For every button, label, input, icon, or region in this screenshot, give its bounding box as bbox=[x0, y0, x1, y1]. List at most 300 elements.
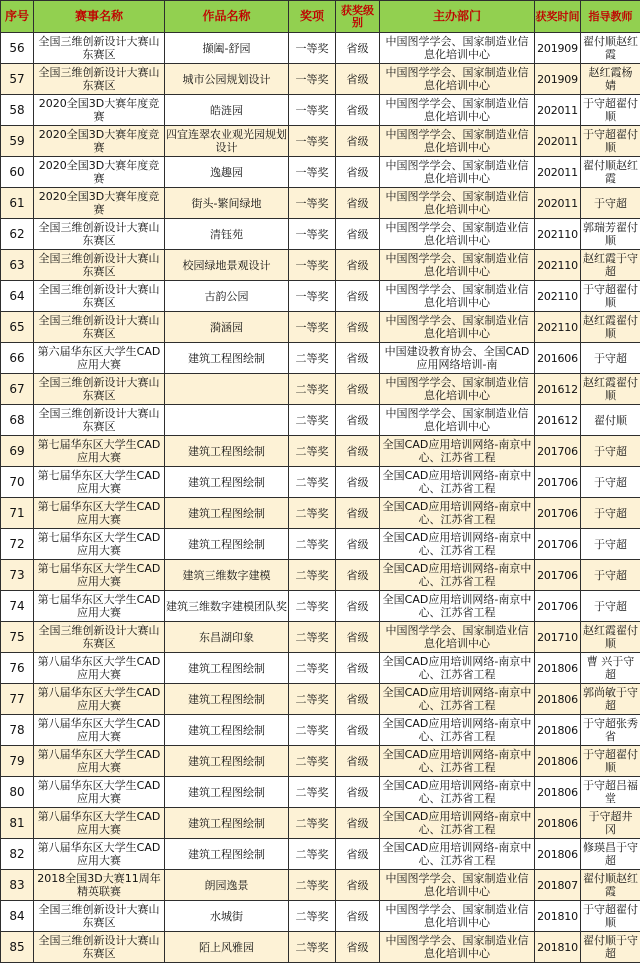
cell-teacher bbox=[581, 932, 640, 963]
cell-org-text: 中国图学学会、国家制造业信息化培训中心 bbox=[385, 624, 529, 650]
cell-teacher bbox=[581, 64, 640, 95]
cell-award-text: 一等奖 bbox=[295, 289, 329, 303]
cell-no bbox=[1, 653, 34, 684]
table-row bbox=[1, 405, 640, 436]
cell-date-text: 202011 bbox=[537, 134, 578, 148]
cell-no bbox=[1, 64, 34, 95]
cell-date bbox=[535, 374, 581, 405]
cell-award-text: 二等奖 bbox=[295, 351, 329, 365]
cell-work bbox=[165, 126, 289, 157]
cell-level-text: 省级 bbox=[346, 320, 369, 334]
cell-work bbox=[165, 33, 289, 64]
cell-award bbox=[289, 126, 336, 157]
cell-teacher bbox=[581, 591, 640, 622]
cell-work bbox=[165, 591, 289, 622]
cell-date-text: 201706 bbox=[537, 599, 578, 613]
cell-date-text: 201806 bbox=[537, 692, 578, 706]
cell-level bbox=[336, 839, 380, 870]
cell-org bbox=[380, 746, 535, 777]
cell-teacher bbox=[581, 901, 640, 932]
cell-work bbox=[165, 839, 289, 870]
cell-teacher bbox=[581, 467, 640, 498]
cell-no bbox=[1, 560, 34, 591]
header-award: 奖项 bbox=[289, 1, 336, 33]
cell-no bbox=[1, 498, 34, 529]
cell-level bbox=[336, 467, 380, 498]
cell-award bbox=[289, 436, 336, 467]
cell-teacher-text: 于守超 bbox=[594, 537, 627, 551]
cell-work bbox=[165, 64, 289, 95]
cell-work-text: 建筑工程图绘制 bbox=[188, 847, 265, 861]
cell-org-text: 全国CAD应用培训网络-南京中心、江苏省工程 bbox=[382, 655, 532, 681]
cell-org-text: 中国图学学会、国家制造业信息化培训中心 bbox=[385, 66, 529, 92]
cell-work-text: 校园绿地景观设计 bbox=[182, 258, 271, 272]
cell-award bbox=[289, 33, 336, 64]
cell-event-text: 第七届华东区大学生CAD应用大赛 bbox=[37, 593, 161, 619]
cell-level-text: 省级 bbox=[346, 847, 369, 861]
cell-level-text: 省级 bbox=[346, 475, 369, 489]
cell-date bbox=[535, 715, 581, 746]
cell-date-text: 201807 bbox=[537, 878, 578, 892]
cell-level bbox=[336, 33, 380, 64]
cell-teacher-text: 赵红霞翟付顺 bbox=[583, 376, 638, 402]
table-row bbox=[1, 901, 640, 932]
cell-date-text: 201612 bbox=[537, 413, 578, 427]
cell-award bbox=[289, 405, 336, 436]
cell-work-text: 逸趣园 bbox=[210, 165, 243, 179]
header-row bbox=[1, 1, 640, 33]
cell-no-text: 67 bbox=[9, 382, 25, 396]
cell-no-text: 71 bbox=[9, 506, 25, 520]
cell-event bbox=[34, 932, 165, 963]
cell-event-text: 全国三维创新设计大赛山东赛区 bbox=[38, 624, 160, 650]
cell-teacher bbox=[581, 498, 640, 529]
cell-teacher-text: 于守超 bbox=[594, 599, 627, 613]
cell-org-text: 中国图学学会、国家制造业信息化培训中心 bbox=[385, 314, 529, 340]
cell-org bbox=[380, 467, 535, 498]
cell-date-text: 202011 bbox=[537, 103, 578, 117]
cell-date bbox=[535, 219, 581, 250]
cell-award bbox=[289, 95, 336, 126]
cell-date bbox=[535, 343, 581, 374]
cell-no bbox=[1, 467, 34, 498]
cell-event-text: 第七届华东区大学生CAD应用大赛 bbox=[37, 531, 161, 557]
cell-work-text: 街头-繁间绿地 bbox=[191, 196, 262, 210]
cell-event bbox=[34, 839, 165, 870]
cell-teacher-text: 于守超井 冈 bbox=[588, 810, 633, 836]
cell-award bbox=[289, 312, 336, 343]
cell-event bbox=[34, 870, 165, 901]
cell-event bbox=[34, 560, 165, 591]
cell-date-text: 201909 bbox=[537, 72, 578, 86]
cell-no bbox=[1, 374, 34, 405]
cell-date bbox=[535, 436, 581, 467]
table-row bbox=[1, 808, 640, 839]
table-row bbox=[1, 839, 640, 870]
cell-teacher-text: 郭瑞芳翟付顺 bbox=[583, 221, 638, 247]
cell-award-text: 一等奖 bbox=[295, 320, 329, 334]
cell-date-text: 201810 bbox=[537, 909, 578, 923]
cell-org bbox=[380, 653, 535, 684]
cell-teacher-text: 于守超 bbox=[594, 444, 627, 458]
cell-award bbox=[289, 715, 336, 746]
cell-org bbox=[380, 901, 535, 932]
cell-event bbox=[34, 684, 165, 715]
cell-teacher-text: 翟付顺赵红霞 bbox=[583, 35, 638, 61]
cell-level bbox=[336, 870, 380, 901]
cell-award-text: 二等奖 bbox=[295, 382, 329, 396]
cell-work-text: 建筑工程图绘制 bbox=[188, 475, 265, 489]
cell-org-text: 全国CAD应用培训网络-南京中心、江苏省工程 bbox=[382, 562, 532, 588]
cell-org bbox=[380, 405, 535, 436]
cell-level bbox=[336, 901, 380, 932]
cell-org-text: 中国图学学会、国家制造业信息化培训中心 bbox=[385, 283, 529, 309]
cell-no bbox=[1, 250, 34, 281]
cell-event-text: 2020全国3D大赛年度竞赛 bbox=[38, 190, 160, 216]
cell-date-text: 201706 bbox=[537, 444, 578, 458]
cell-no-text: 75 bbox=[9, 630, 25, 644]
cell-level bbox=[336, 808, 380, 839]
cell-event bbox=[34, 653, 165, 684]
table-row bbox=[1, 932, 640, 963]
cell-org-text: 中国图学学会、国家制造业信息化培训中心 bbox=[385, 128, 529, 154]
cell-event bbox=[34, 374, 165, 405]
cell-teacher-text: 于守超 bbox=[594, 568, 627, 582]
cell-no-text: 62 bbox=[9, 227, 25, 241]
table-row bbox=[1, 591, 640, 622]
cell-date bbox=[535, 312, 581, 343]
cell-award-text: 二等奖 bbox=[295, 475, 329, 489]
cell-work-text: 陌上风雅园 bbox=[199, 940, 254, 954]
cell-date-text: 201806 bbox=[537, 661, 578, 675]
table-row bbox=[1, 33, 640, 64]
cell-org-text: 中国图学学会、国家制造业信息化培训中心 bbox=[385, 376, 529, 402]
cell-event-text: 2020全国3D大赛年度竞赛 bbox=[38, 97, 160, 123]
cell-org-text: 中国图学学会、国家制造业信息化培训中心 bbox=[385, 159, 529, 185]
table-row bbox=[1, 250, 640, 281]
cell-work-text: 建筑工程图绘制 bbox=[188, 444, 265, 458]
cell-date-text: 201706 bbox=[537, 506, 578, 520]
cell-date-text: 201806 bbox=[537, 754, 578, 768]
cell-level-text: 省级 bbox=[346, 258, 369, 272]
cell-award-text: 二等奖 bbox=[295, 568, 329, 582]
cell-award-text: 二等奖 bbox=[295, 754, 329, 768]
cell-award-text: 一等奖 bbox=[295, 41, 329, 55]
cell-teacher-text: 于守超翟付顺 bbox=[583, 283, 638, 309]
table-row bbox=[1, 95, 640, 126]
cell-level-text: 省级 bbox=[346, 351, 369, 365]
cell-no-text: 63 bbox=[9, 258, 25, 272]
cell-event bbox=[34, 64, 165, 95]
cell-event bbox=[34, 467, 165, 498]
cell-teacher-text: 赵红霞杨 婧 bbox=[588, 66, 633, 92]
cell-level-text: 省级 bbox=[346, 909, 369, 923]
cell-award-text: 二等奖 bbox=[295, 692, 329, 706]
cell-teacher bbox=[581, 250, 640, 281]
cell-no-text: 58 bbox=[9, 103, 25, 117]
cell-award bbox=[289, 560, 336, 591]
cell-no bbox=[1, 808, 34, 839]
header-level: 获奖级别 bbox=[336, 1, 380, 33]
cell-award bbox=[289, 870, 336, 901]
cell-event-text: 第八届华东区大学生CAD应用大赛 bbox=[37, 841, 161, 867]
cell-work bbox=[165, 250, 289, 281]
cell-work-text: 建筑工程图绘制 bbox=[188, 537, 265, 551]
cell-work bbox=[165, 95, 289, 126]
cell-level bbox=[336, 529, 380, 560]
cell-org bbox=[380, 312, 535, 343]
cell-event bbox=[34, 498, 165, 529]
cell-award-text: 一等奖 bbox=[295, 165, 329, 179]
cell-level-text: 省级 bbox=[346, 165, 369, 179]
cell-teacher-text: 翟付顺赵红霞 bbox=[583, 872, 638, 898]
cell-date-text: 201706 bbox=[537, 568, 578, 582]
cell-work bbox=[165, 715, 289, 746]
cell-no-text: 85 bbox=[9, 940, 25, 954]
cell-award bbox=[289, 808, 336, 839]
cell-date-text: 201909 bbox=[537, 41, 578, 55]
cell-no-text: 61 bbox=[9, 196, 25, 210]
header-org: 主办部门 bbox=[380, 1, 535, 33]
cell-event-text: 全国三维创新设计大赛山东赛区 bbox=[38, 221, 160, 247]
cell-teacher bbox=[581, 560, 640, 591]
cell-level-text: 省级 bbox=[346, 72, 369, 86]
cell-no bbox=[1, 405, 34, 436]
cell-award bbox=[289, 653, 336, 684]
cell-event-text: 第六届华东区大学生CAD应用大赛 bbox=[37, 345, 161, 371]
cell-teacher bbox=[581, 281, 640, 312]
cell-award bbox=[289, 529, 336, 560]
cell-org-text: 中国图学学会、国家制造业信息化培训中心 bbox=[385, 252, 529, 278]
cell-no bbox=[1, 343, 34, 374]
cell-award bbox=[289, 157, 336, 188]
cell-date bbox=[535, 901, 581, 932]
cell-award-text: 二等奖 bbox=[295, 878, 329, 892]
cell-work bbox=[165, 498, 289, 529]
cell-work bbox=[165, 560, 289, 591]
cell-level bbox=[336, 188, 380, 219]
cell-event-text: 第七届华东区大学生CAD应用大赛 bbox=[37, 438, 161, 464]
cell-teacher bbox=[581, 343, 640, 374]
cell-date bbox=[535, 498, 581, 529]
cell-event bbox=[34, 715, 165, 746]
cell-level bbox=[336, 746, 380, 777]
cell-award bbox=[289, 343, 336, 374]
cell-level-text: 省级 bbox=[346, 134, 369, 148]
cell-level-text: 省级 bbox=[346, 878, 369, 892]
cell-teacher bbox=[581, 529, 640, 560]
cell-no bbox=[1, 932, 34, 963]
cell-work bbox=[165, 932, 289, 963]
cell-org-text: 全国CAD应用培训网络-南京中心、江苏省工程 bbox=[382, 779, 532, 805]
cell-work bbox=[165, 157, 289, 188]
cell-event-text: 第七届华东区大学生CAD应用大赛 bbox=[37, 500, 161, 526]
cell-org bbox=[380, 498, 535, 529]
cell-event-text: 第八届华东区大学生CAD应用大赛 bbox=[37, 655, 161, 681]
cell-work-text: 漪涵园 bbox=[210, 320, 243, 334]
cell-no bbox=[1, 33, 34, 64]
cell-level-text: 省级 bbox=[346, 661, 369, 675]
cell-work-text: 东昌湖印象 bbox=[199, 630, 254, 644]
header-teacher: 指导教师 bbox=[581, 1, 640, 33]
cell-no bbox=[1, 312, 34, 343]
cell-award-text: 二等奖 bbox=[295, 723, 329, 737]
cell-org bbox=[380, 808, 535, 839]
cell-level-text: 省级 bbox=[346, 444, 369, 458]
cell-org bbox=[380, 777, 535, 808]
cell-work bbox=[165, 653, 289, 684]
cell-award-text: 一等奖 bbox=[295, 196, 329, 210]
cell-event-text: 第七届华东区大学生CAD应用大赛 bbox=[37, 562, 161, 588]
cell-teacher-text: 赵红霞翟付顺 bbox=[583, 624, 638, 650]
cell-level bbox=[336, 653, 380, 684]
cell-work bbox=[165, 467, 289, 498]
cell-date-text: 201806 bbox=[537, 785, 578, 799]
cell-no-text: 73 bbox=[9, 568, 25, 582]
cell-award bbox=[289, 64, 336, 95]
cell-teacher-text: 于守超翟付顺 bbox=[583, 748, 638, 774]
cell-date bbox=[535, 157, 581, 188]
cell-work bbox=[165, 374, 289, 405]
cell-date bbox=[535, 95, 581, 126]
cell-work-text: 建筑三维数字建模团队奖 bbox=[166, 599, 287, 613]
cell-work bbox=[165, 405, 289, 436]
cell-teacher-text: 翟付顺于守超 bbox=[583, 934, 638, 960]
cell-teacher bbox=[581, 808, 640, 839]
cell-event-text: 第八届华东区大学生CAD应用大赛 bbox=[37, 748, 161, 774]
cell-level bbox=[336, 591, 380, 622]
cell-no-text: 82 bbox=[9, 847, 25, 861]
cell-award-text: 二等奖 bbox=[295, 413, 329, 427]
cell-date bbox=[535, 405, 581, 436]
cell-event-text: 全国三维创新设计大赛山东赛区 bbox=[38, 283, 160, 309]
cell-teacher bbox=[581, 126, 640, 157]
cell-no-text: 77 bbox=[9, 692, 25, 706]
cell-award bbox=[289, 467, 336, 498]
cell-org-text: 全国CAD应用培训网络-南京中心、江苏省工程 bbox=[382, 469, 532, 495]
cell-no bbox=[1, 591, 34, 622]
cell-level bbox=[336, 684, 380, 715]
cell-no bbox=[1, 188, 34, 219]
cell-level-text: 省级 bbox=[346, 599, 369, 613]
cell-level-text: 省级 bbox=[346, 227, 369, 241]
cell-no-text: 56 bbox=[9, 41, 25, 55]
cell-event bbox=[34, 622, 165, 653]
cell-event-text: 2018全国3D大赛11周年精英联赛 bbox=[37, 872, 161, 898]
cell-no bbox=[1, 870, 34, 901]
cell-date bbox=[535, 33, 581, 64]
cell-work-text: 城市公园规划设计 bbox=[182, 72, 271, 86]
cell-no bbox=[1, 684, 34, 715]
cell-event bbox=[34, 436, 165, 467]
cell-date-text: 201806 bbox=[537, 816, 578, 830]
cell-no bbox=[1, 746, 34, 777]
cell-org-text: 全国CAD应用培训网络-南京中心、江苏省工程 bbox=[382, 593, 532, 619]
cell-date bbox=[535, 684, 581, 715]
cell-work bbox=[165, 684, 289, 715]
cell-work-text: 建筑工程图绘制 bbox=[188, 723, 265, 737]
cell-no bbox=[1, 219, 34, 250]
cell-teacher bbox=[581, 436, 640, 467]
cell-work bbox=[165, 901, 289, 932]
cell-teacher-text: 于守超 bbox=[594, 351, 627, 365]
cell-date-text: 202011 bbox=[537, 165, 578, 179]
table-row bbox=[1, 715, 640, 746]
table-row bbox=[1, 746, 640, 777]
cell-date-text: 202110 bbox=[537, 258, 578, 272]
cell-teacher bbox=[581, 715, 640, 746]
cell-award bbox=[289, 777, 336, 808]
cell-award bbox=[289, 281, 336, 312]
cell-date-text: 201806 bbox=[537, 847, 578, 861]
cell-date-text: 201706 bbox=[537, 537, 578, 551]
table-row bbox=[1, 467, 640, 498]
cell-award-text: 二等奖 bbox=[295, 785, 329, 799]
cell-event bbox=[34, 591, 165, 622]
cell-event bbox=[34, 777, 165, 808]
cell-award-text: 一等奖 bbox=[295, 134, 329, 148]
cell-level-text: 省级 bbox=[346, 382, 369, 396]
cell-event-text: 2020全国3D大赛年度竞赛 bbox=[38, 128, 160, 154]
cell-award-text: 二等奖 bbox=[295, 599, 329, 613]
cell-org-text: 全国CAD应用培训网络-南京中心、江苏省工程 bbox=[382, 500, 532, 526]
cell-award bbox=[289, 219, 336, 250]
cell-level bbox=[336, 622, 380, 653]
cell-org bbox=[380, 622, 535, 653]
cell-award-text: 一等奖 bbox=[295, 103, 329, 117]
cell-event-text: 全国三维创新设计大赛山东赛区 bbox=[38, 934, 160, 960]
cell-date bbox=[535, 808, 581, 839]
cell-date-text: 201810 bbox=[537, 940, 578, 954]
cell-teacher-text: 于守超 bbox=[594, 506, 627, 520]
cell-no-text: 59 bbox=[9, 134, 25, 148]
cell-org-text: 全国CAD应用培训网络-南京中心、江苏省工程 bbox=[382, 531, 532, 557]
cell-award-text: 二等奖 bbox=[295, 816, 329, 830]
cell-level-text: 省级 bbox=[346, 723, 369, 737]
cell-no bbox=[1, 436, 34, 467]
table-row bbox=[1, 157, 640, 188]
cell-org bbox=[380, 870, 535, 901]
cell-level-text: 省级 bbox=[346, 940, 369, 954]
cell-no bbox=[1, 95, 34, 126]
cell-level bbox=[336, 95, 380, 126]
cell-level bbox=[336, 436, 380, 467]
cell-event-text: 第七届华东区大学生CAD应用大赛 bbox=[37, 469, 161, 495]
cell-work-text: 四宜连翠农业观光园规划设计 bbox=[166, 128, 287, 154]
cell-date-text: 201606 bbox=[537, 351, 578, 365]
cell-level bbox=[336, 932, 380, 963]
cell-teacher-text: 翟付顺 bbox=[594, 413, 627, 427]
table-row bbox=[1, 374, 640, 405]
cell-event bbox=[34, 219, 165, 250]
cell-org-text: 全国CAD应用培训网络-南京中心、江苏省工程 bbox=[382, 841, 532, 867]
cell-org-text: 全国CAD应用培训网络-南京中心、江苏省工程 bbox=[382, 748, 532, 774]
cell-work bbox=[165, 281, 289, 312]
cell-org-text: 中国图学学会、国家制造业信息化培训中心 bbox=[385, 407, 529, 433]
cell-level bbox=[336, 157, 380, 188]
cell-work-text: 古韵公园 bbox=[204, 289, 249, 303]
cell-date bbox=[535, 560, 581, 591]
cell-no-text: 76 bbox=[9, 661, 25, 675]
cell-level-text: 省级 bbox=[346, 568, 369, 582]
cell-level-text: 省级 bbox=[346, 41, 369, 55]
cell-teacher-text: 于守超吕福堂 bbox=[583, 779, 638, 805]
cell-award-text: 二等奖 bbox=[295, 506, 329, 520]
cell-teacher-text: 曹 兴于守超 bbox=[586, 655, 635, 681]
cell-org-text: 全国CAD应用培训网络-南京中心、江苏省工程 bbox=[382, 717, 532, 743]
cell-org-text: 中国图学学会、国家制造业信息化培训中心 bbox=[385, 190, 529, 216]
cell-event-text: 第八届华东区大学生CAD应用大赛 bbox=[37, 779, 161, 805]
